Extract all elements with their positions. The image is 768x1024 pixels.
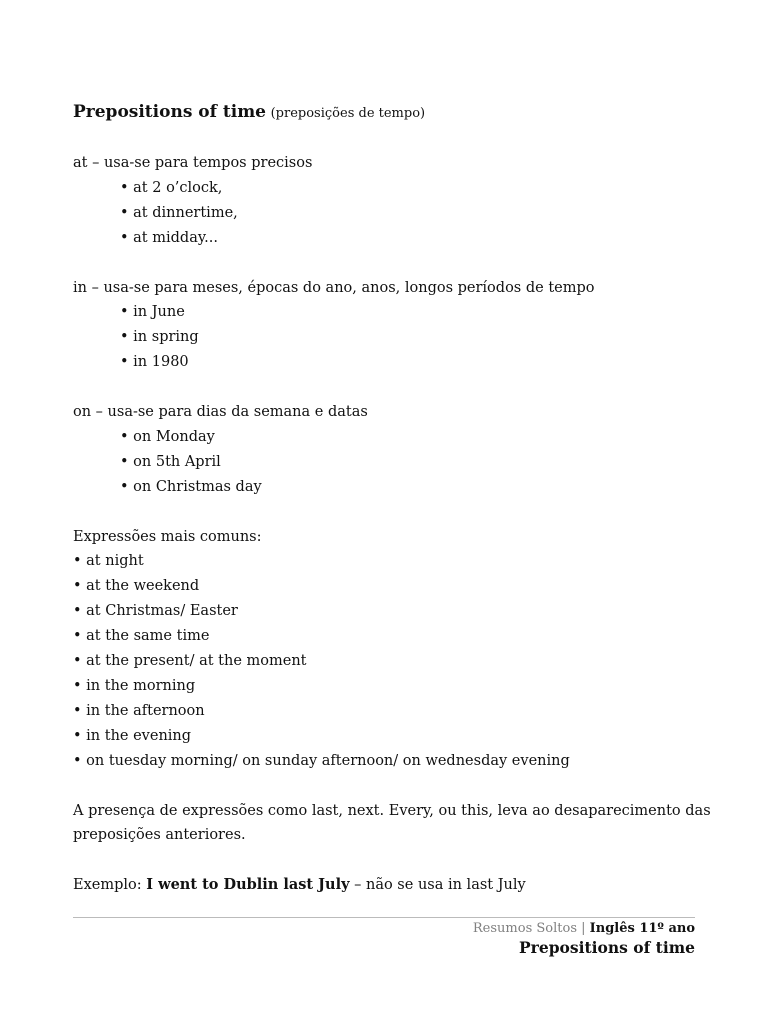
example-sentence: I went to Dublin last July — [146, 876, 350, 894]
expressions-title: Expressões mais comuns: — [73, 528, 262, 545]
example-paragraph — [73, 873, 713, 898]
list-item: • at 2 o’clock, — [120, 179, 223, 196]
section-on — [73, 400, 713, 500]
list-item: • in the afternoon — [73, 702, 205, 719]
note-line: A presença de expressões como last, next. Every, ou this, leva ao desaparecimento das — [73, 802, 711, 819]
list-item: • at the weekend — [73, 578, 200, 595]
example-line — [73, 873, 713, 898]
list-item: • in June — [120, 304, 185, 321]
section-intro: on – usa-se para dias da semana e datas — [73, 404, 368, 421]
footer-separator: | — [577, 921, 590, 936]
list-item: • at dinnertime, — [120, 204, 238, 221]
note-paragraph — [73, 799, 713, 849]
footer-subject: Inglês 11º ano — [589, 921, 695, 936]
footer-series: Resumos Soltos — [472, 921, 577, 936]
section-intro: at – usa-se para tempos precisos — [73, 155, 313, 171]
expressions-section — [73, 525, 713, 774]
footer-header — [473, 919, 695, 938]
example-label: Exemplo: — [73, 877, 147, 894]
note-line: preposições anteriores. — [73, 827, 246, 844]
list-item: • at the same time — [73, 628, 210, 645]
list-item: • on tuesday morning/ on sunday afternoon/ on wednesday evening — [73, 752, 570, 769]
document-body — [73, 100, 713, 923]
list-item: • on Monday — [120, 428, 215, 445]
list-item: • in 1980 — [120, 354, 189, 371]
list-item: • in spring — [120, 329, 199, 346]
list-item: • at Christmas/ Easter — [73, 603, 238, 620]
example-rest: – não se usa in last July — [349, 877, 526, 894]
section-at — [73, 151, 713, 251]
list-item: • at night — [73, 553, 144, 570]
title-subtitle: (preposições de tempo) — [270, 106, 426, 121]
list-item: • in the evening — [73, 727, 192, 744]
list-item: • on 5th April — [120, 453, 221, 470]
list-item: • on Christmas day — [120, 478, 262, 495]
footer-divider — [73, 917, 695, 918]
title-main: Prepositions of time — [73, 102, 266, 122]
list-item: • at midday... — [120, 229, 218, 246]
page-title — [73, 100, 713, 126]
footer-title: Prepositions of time — [519, 938, 695, 957]
list-item: • at the present/ at the moment — [73, 653, 307, 670]
list-item: • in the morning — [73, 677, 196, 694]
page-footer — [473, 919, 695, 957]
section-intro: in – usa-se para meses, épocas do ano, anos, longos períodos de tempo — [73, 279, 595, 296]
section-in — [73, 276, 713, 376]
